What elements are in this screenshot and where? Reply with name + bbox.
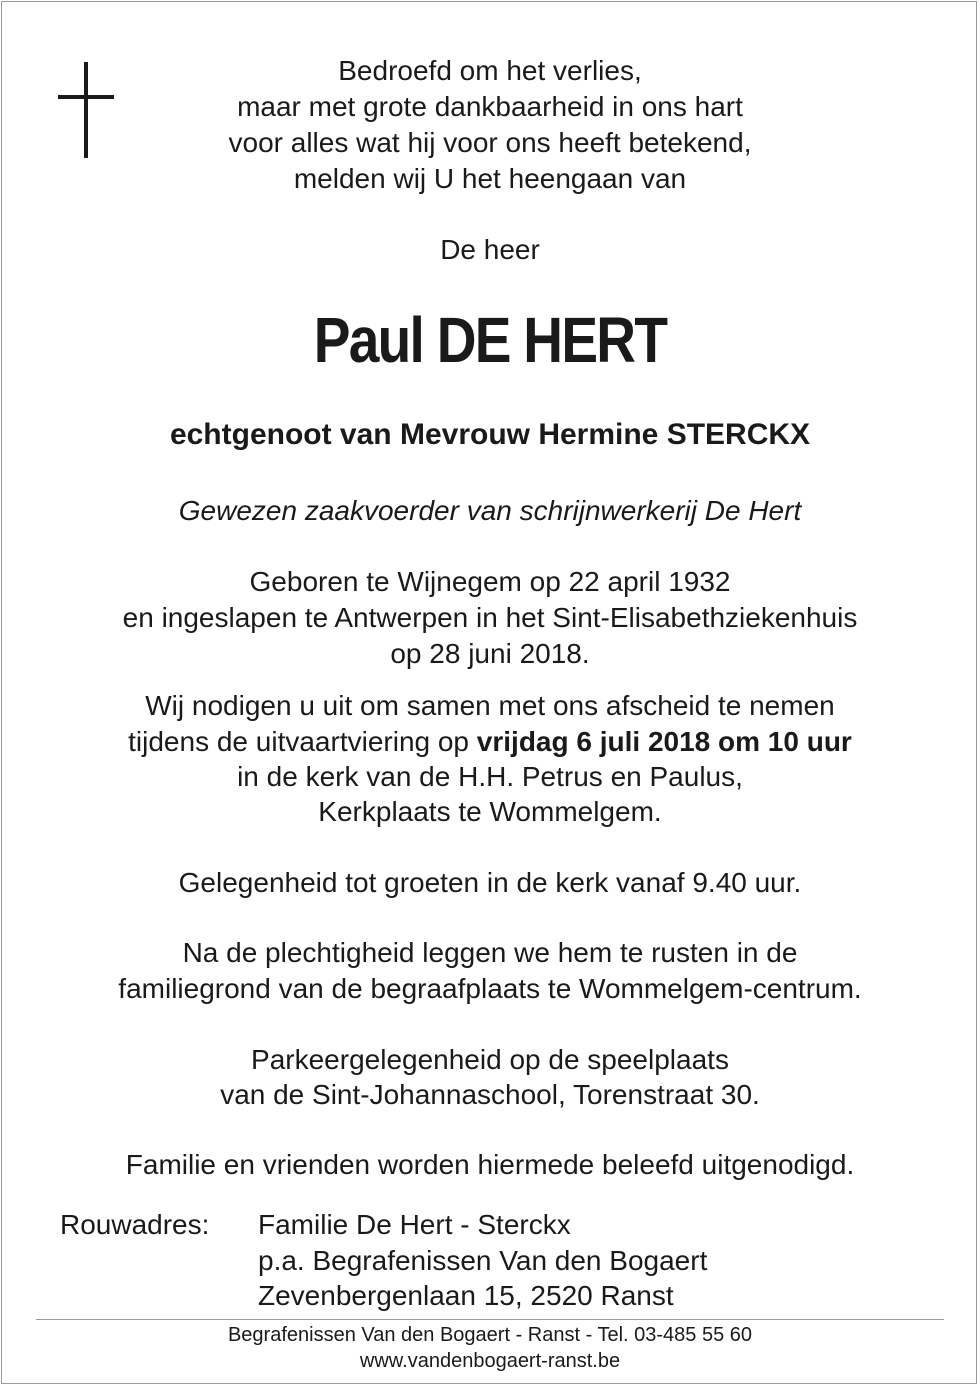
service-line-4: Kerkplaats te Wommelgem. [318, 796, 662, 827]
greeting-line: Gelegenheid tot groeten in de kerk vanaf 9.40 uur. [178, 867, 802, 898]
address-label: Rouwadres: [60, 1209, 210, 1240]
service-line-2 [0, 724, 980, 760]
address-line-1: Familie De Hert - Sterckx [258, 1209, 571, 1240]
spouse-line: echtgenoot van Mevrouw Hermine STERCKX [169, 418, 811, 451]
service-line-1: Wij nodigen u uit om samen met ons afscheid te nemen [145, 690, 835, 721]
occupation-line: Gewezen zaakvoerder van schrijnwerkerij De Hert [178, 495, 802, 526]
service-line-2-prefix: tijdens de uitvaartviering op [128, 726, 477, 757]
parking-line-2: van de Sint-Johannaschool, Torenstraat 30. [220, 1079, 760, 1110]
intro-line-3: voor alles wat hij voor ons heeft betekend, [228, 127, 752, 158]
address-line-3: Zevenbergenlaan 15, 2520 Ranst [258, 1280, 674, 1311]
birth-line-2: en ingeslapen te Antwerpen in het Sint-Elisabethziekenhuis [122, 602, 858, 633]
intro-line-2: maar met grote dankbaarheid in ons hart [237, 91, 743, 122]
birth-line-1: Geboren te Wijnegem op 22 april 1932 [249, 566, 731, 597]
footer-divider [36, 1319, 944, 1320]
intro-line-4: melden wij U het heengaan van [293, 163, 687, 194]
invitation-line: Familie en vrienden worden hiermede beleefd uitgenodigd. [125, 1149, 855, 1180]
footer-line-1: Begrafenissen Van den Bogaert - Ranst - Tel. 03-485 55 60 [227, 1324, 753, 1346]
deceased-name: Paul DE HERT [313, 304, 667, 376]
address-line-2: p.a. Begrafenissen Van den Bogaert [258, 1245, 708, 1276]
intro-line-1: Bedroefd om het verlies, [338, 55, 642, 86]
service-date-time: vrijdag 6 juli 2018 om 10 uur [476, 726, 852, 757]
service-line-3: in de kerk van de H.H. Petrus en Paulus, [237, 761, 743, 792]
burial-line-2: familiegrond van de begraafplaats te Wommelgem-centrum. [118, 973, 862, 1004]
burial-line-1: Na de plechtigheid leggen we hem te rusten in de [182, 937, 798, 968]
footer-website: www.vandenbogaert-ranst.be [359, 1350, 621, 1372]
salutation: De heer [440, 234, 540, 265]
birth-line-3: op 28 juni 2018. [390, 638, 590, 669]
parking-line-1: Parkeergelegenheid op de speelplaats [251, 1044, 729, 1075]
